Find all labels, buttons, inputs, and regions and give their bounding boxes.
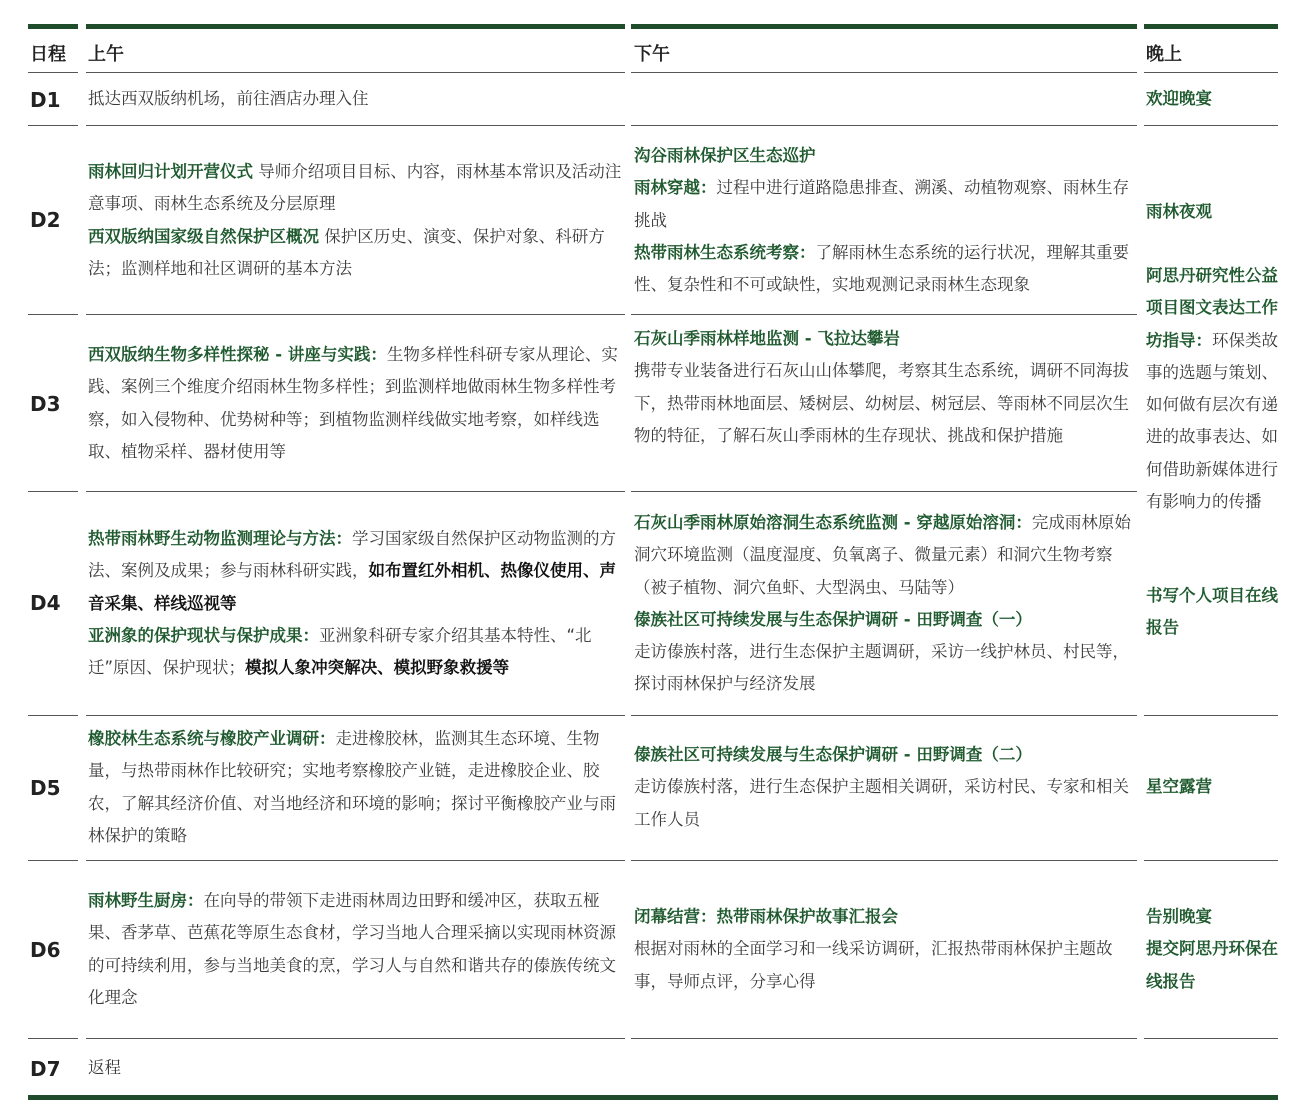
d2-pm1-desc: 过程中进行道路隐患排查、溯溪、动植物观察、雨林生存挑战 [634, 178, 1129, 230]
d2-pm1-title: 雨林穿越： [634, 178, 717, 198]
header-top-rule [631, 24, 1137, 29]
d3-pm-title: 石灰山季雨林样地监测 - 飞拉达攀岩 [634, 329, 900, 348]
day-label: D3 [30, 392, 61, 416]
day-label: D5 [30, 776, 61, 800]
d3-pm-desc: 携带专业装备进行石灰山山体攀爬，考察其生态系统，调研不同海拔下，热带雨林地面层、矮树层、幼树层、树冠层、等雨林不同层次生物的特征，了解石灰山季雨林的生存现状、挑战和保护措施 [634, 361, 1129, 445]
header-top-rule [1144, 24, 1278, 29]
d5-morning [88, 723, 623, 852]
d3-am-title: 西双版纳生物多样性探秘 - 讲座与实践： [88, 345, 387, 364]
d6-am-title: 雨林野生厨房： [88, 891, 204, 910]
day-label: D1 [30, 88, 61, 112]
d2-am2-desc: 保护区历史、演变、保护对象、科研方法；监测样地和社区调研的基本方法 [88, 226, 605, 278]
d6-evening-farewell: 告别晚宴 [1146, 907, 1212, 926]
header-day: 日程 [30, 44, 66, 65]
d3-afternoon [634, 323, 1136, 452]
d6-evening-submit: 提交阿思丹环保在线报告 [1146, 939, 1278, 991]
header-afternoon: 下午 [634, 44, 670, 65]
d7-morning: 返程 [88, 1058, 121, 1077]
header-morning: 上午 [88, 44, 124, 65]
d1-morning: 抵达西双版纳机场，前往酒店办理入住 [88, 89, 369, 108]
table-bottom-rule [28, 1095, 1278, 1100]
d5-evening: 星空露营 [1146, 777, 1212, 796]
workshop-desc: 环保类故事的选题与策划、如何做有层次有递进的故事表达、如何借助新媒体进行有影响力的传播 [1146, 330, 1278, 512]
d2-am1-desc: 导师介绍项目目标、内容，雨林基本常识及活动注意事项、雨林生态系统及分层原理 [88, 162, 622, 214]
d4-am1-key: 如布置红外相机、热像仪使用、声音采集、样线巡视等 [88, 561, 616, 613]
day-label: D6 [30, 938, 61, 962]
d3-am-desc: 生物多样性科研专家从理论、实践、案例三个维度介绍雨林生物多样性；到监测样地做雨林生物多样性考察，如入侵物种、优势树种等；到植物监测样线做实地考察，如样线选取、植物采样、器材使用等 [88, 345, 618, 461]
d1-evening: 欢迎晚宴 [1146, 89, 1212, 108]
header-top-rule [86, 24, 625, 29]
d5-pm-title: 傣族社区可持续发展与生态保护调研 - 田野调查（二） [634, 745, 1032, 764]
d6-morning [88, 885, 623, 1014]
d4-morning [88, 523, 623, 684]
d2-pm2-title: 热带雨林生态系统考察： [634, 242, 816, 262]
d4-pm2-desc: 走访傣族村落，进行生态保护主题调研，采访一线护林员、村民等，探讨雨林保护与经济发展 [634, 642, 1129, 694]
d2-pm2-desc: 了解雨林生态系统的运行状况，理解其重要性、复杂性和不可或缺性，实地观测记录雨林生态现象 [634, 242, 1129, 295]
header-evening: 晚上 [1146, 44, 1182, 65]
d2-afternoon [634, 140, 1136, 301]
d6-afternoon [634, 901, 1136, 998]
header-top-rule [28, 24, 78, 29]
d2-morning [88, 156, 623, 285]
d4-am2-desc: 亚洲象科研专家介绍其基本特性、“北迁”原因、保护现状； [88, 625, 592, 678]
report-evening: 书写个人项目在线报告 [1146, 586, 1278, 638]
d3-morning [88, 339, 623, 468]
d5-am-title: 橡胶林生态系统与橡胶产业调研： [88, 729, 336, 748]
d6-evening [1146, 901, 1278, 998]
d6-am-desc: 在向导的带领下走进雨林周边田野和缓冲区，获取五桠果、香茅草、芭蕉花等原生态食材，学习当地人合理采摘以实现雨林资源的可持续利用，参与当地美食的烹，学习人与自然和谐共存的傣族传统文化理念 [88, 891, 616, 1007]
d4-pm1-title: 石灰山季雨林原始溶洞生态系统监测 - 穿越原始溶洞： [634, 513, 1032, 532]
d5-am-desc: 走进橡胶林，监测其生态环境、生物量，与热带雨林作比较研究；实地考察橡胶产业链，走进橡胶企业、胶农，了解其经济价值、对当地经济和环境的影响；探讨平衡橡胶产业与雨林保护的策略 [88, 729, 616, 845]
day-label: D4 [30, 591, 61, 615]
d2-am1-title: 雨林回归计划开营仪式 [88, 162, 253, 181]
d4-pm2-title: 傣族社区可持续发展与生态保护调研 - 田野调查（一） [634, 609, 1032, 629]
d4-am1-title: 热带雨林野生动物监测理论与方法： [88, 529, 352, 548]
workshop-title: 阿思丹研究性公益项目图文表达工作坊指导： [1146, 266, 1278, 350]
d5-pm-desc: 走访傣族村落，进行生态保护主题相关调研，采访村民、专家和相关工作人员 [634, 777, 1129, 829]
d2-am2-title: 西双版纳国家级自然保护区概况 [88, 226, 319, 246]
day-label: D2 [30, 208, 61, 232]
d2-pm-title: 沟谷雨林保护区生态巡护 [634, 146, 816, 165]
d5-afternoon [634, 739, 1136, 836]
d4-am2-title: 亚洲象的保护现状与保护成果： [88, 625, 319, 645]
d2-evening: 雨林夜观 [1146, 202, 1212, 221]
day-label: D7 [30, 1057, 61, 1081]
workshop-evening [1146, 260, 1278, 518]
d6-pm-desc: 根据对雨林的全面学习和一线采访调研，汇报热带雨林保护主题故事，导师点评，分享心得 [634, 939, 1113, 991]
d4-am1-desc: 学习国家级自然保护区动物监测的方法、案例及成果；参与雨林科研实践， [88, 529, 616, 581]
d4-am2-key: 模拟人象冲突解决、模拟野象救援等 [245, 658, 510, 678]
d6-pm-title: 闭幕结营：热带雨林保护故事汇报会 [634, 907, 898, 926]
d4-afternoon [634, 507, 1136, 701]
d4-pm1-desc: 完成雨林原始洞穴环境监测（温度湿度、负氧离子、微量元素）和洞穴生物考察（被子植物、洞穴鱼虾、大型涡虫、马陆等） [634, 513, 1131, 597]
